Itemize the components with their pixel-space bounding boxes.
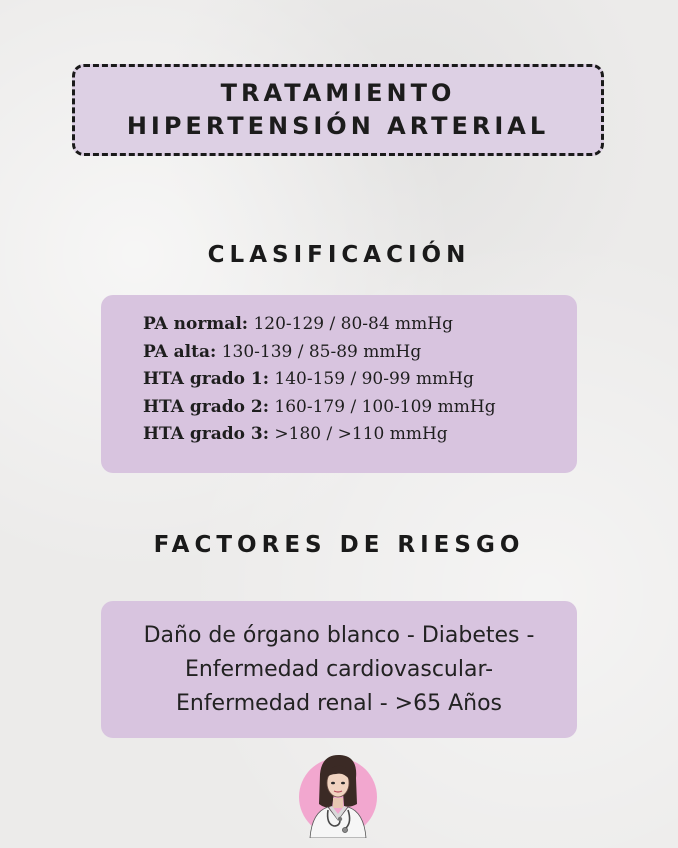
doctor-avatar-icon bbox=[298, 752, 378, 838]
risk-factor-line: Daño de órgano blanco - Diabetes - bbox=[143, 622, 535, 648]
classification-row bbox=[143, 421, 577, 449]
risk-factors-heading: FACTORES DE RIESGO bbox=[153, 532, 525, 558]
risk-factor-line: Enfermedad renal - >65 Años bbox=[175, 690, 503, 716]
classification-value: 130-139 / 85-89 mmHg bbox=[221, 341, 422, 362]
risk-factors-panel bbox=[101, 601, 577, 738]
classification-row bbox=[143, 366, 577, 394]
classification-heading: CLASIFICACIÓN bbox=[207, 242, 471, 268]
title-banner bbox=[72, 64, 604, 156]
classification-label: HTA grado 2: bbox=[143, 396, 269, 417]
classification-value: 160-179 / 100-109 mmHg bbox=[274, 396, 496, 417]
classification-label: PA normal: bbox=[143, 314, 249, 334]
title-line-2: HIPERTENSIÓN ARTERIAL bbox=[126, 112, 550, 140]
classification-value: 140-159 / 90-99 mmHg bbox=[274, 369, 474, 389]
classification-panel bbox=[101, 295, 577, 473]
classification-value: 120-129 / 80-84 mmHg bbox=[253, 314, 453, 334]
classification-label: PA alta: bbox=[143, 341, 217, 362]
title-line-1: TRATAMIENTO bbox=[220, 79, 456, 107]
classification-row bbox=[143, 311, 577, 339]
classification-value: >180 / >110 mmHg bbox=[274, 424, 448, 444]
risk-factor-line: Enfermedad cardiovascular- bbox=[184, 656, 494, 682]
classification-label: HTA grado 1: bbox=[143, 369, 269, 389]
classification-label: HTA grado 3: bbox=[143, 424, 269, 444]
classification-row bbox=[143, 394, 577, 422]
classification-row bbox=[143, 339, 577, 367]
